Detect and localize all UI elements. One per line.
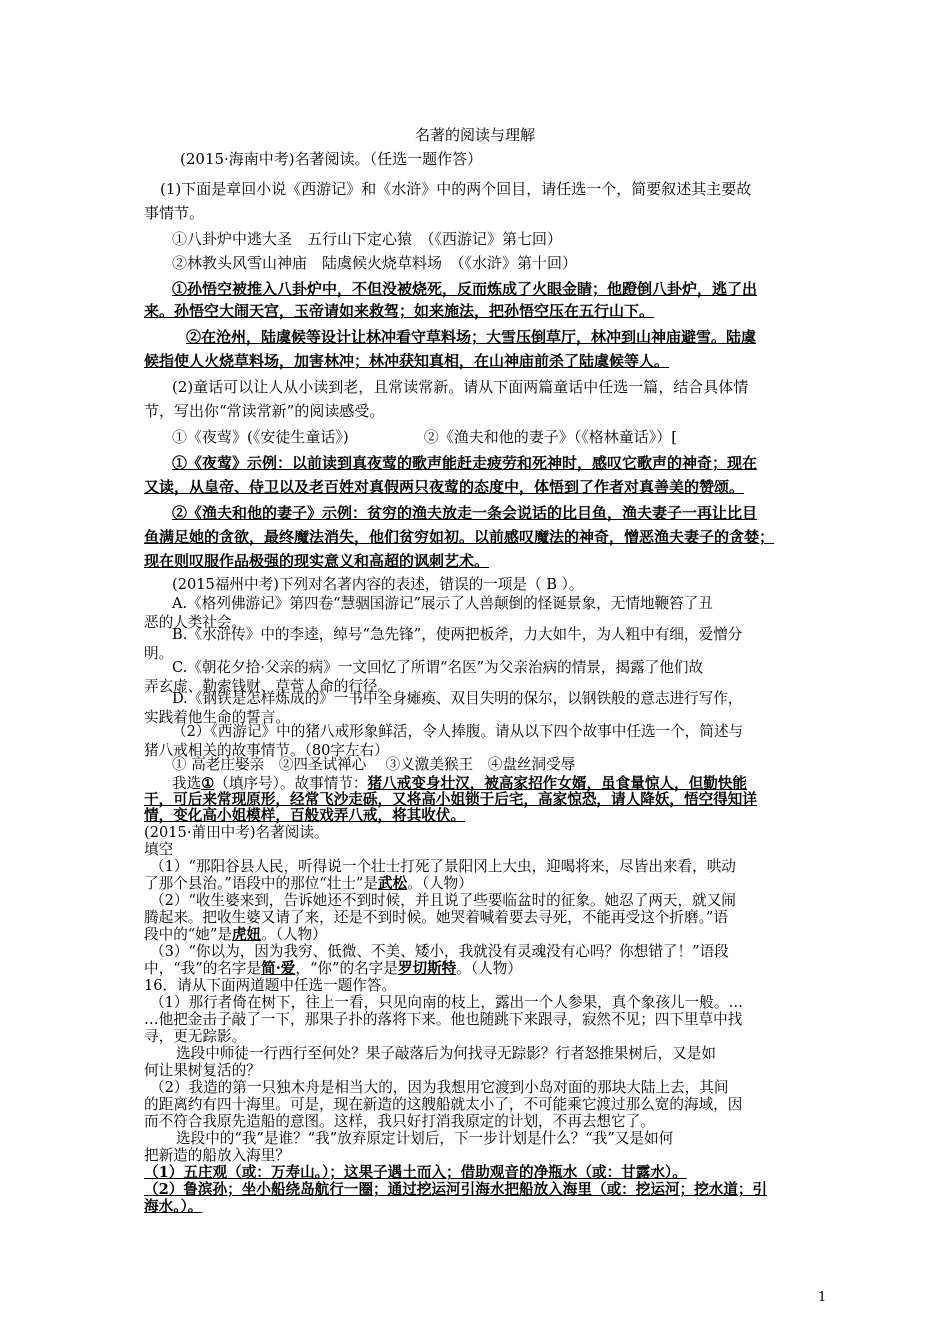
- putian-header: (2015·莆田中考)名著阅读。: [144, 824, 329, 841]
- hainan-q2-intro: (2)童话可以让人从小读到老，且常读常新。请从下面两篇童话中任选一篇，结合具体情: [172, 378, 749, 396]
- q16-passage-1-cont: …他把金击子敲了一下，那果子扑的落将下来。他也随跳下来跟寻，寂然不见；四下里草中找: [144, 1011, 743, 1028]
- fuzhou-option-d: D.《钢铁是怎样炼成的》一书中全身瘫痪、双目失明的保尔，以钢铁般的意志进行写作，: [172, 690, 743, 707]
- page-title: 名著的阅读与理解: [414, 126, 535, 144]
- story-answer-cont: 干，可后来常现原形，经常飞沙走砾，又将高小姐锁于后宅，高家惊恐，请人降妖，悟空得知详: [144, 791, 757, 808]
- q16-question-1: 选段中师徒一行西行至何处？果子敲落后为何找寻无踪影？行者怒推果树后，又是如: [176, 1045, 716, 1062]
- putian-q1-answer: 武松: [378, 875, 408, 892]
- fuzhou-option-b-cont: 明。: [144, 645, 174, 662]
- putian-q3-mid: ，“你”的名字是: [295, 960, 398, 977]
- hainan-q2-answer-2-cont: 鱼满足她的贪欲，最终魔法消失，他们贫穷如初。以前感叹魔法的神奇，憎恶渔夫妻子的贪婪；: [144, 528, 775, 546]
- choose-value: ①: [201, 775, 215, 792]
- hainan-q1-intro: (1)下面是章回小说《西游记》和《水浒》中的两个回目，请任选一个，简要叙述其主要故: [160, 180, 752, 198]
- hainan-answer-1-cont: 来。孙悟空大闹天宫，玉帝请如来救驾；如来施法，把孙悟空压在五行山下。: [144, 302, 655, 320]
- hainan-option-2: ②林教头风雪山神庙 陆虞候火烧草料场 （《水浒》第十回）: [172, 254, 578, 272]
- fuzhou-option-b: B.《水浒传》中的李逵，绰号“急先锋”，使两把板斧，力大如牛，为人粗中有细，爱憎分: [172, 626, 743, 643]
- fuzhou-q2-options: ① 高老庄娶亲 ②四圣试禅心 ③义激美猴王 ④盘丝洞受辱: [172, 756, 576, 773]
- putian-q2-answer: 虎妞: [231, 926, 262, 943]
- hainan-q2-options: ①《夜莺》(《安徒生童话》) ②《渔夫和他的妻子》（《格林童话》）[: [172, 428, 678, 446]
- fuzhou-option-c: C.《朝花夕拾·父亲的病》一文回忆了所谓“名医”为父亲治病的情景，揭露了他们故: [172, 659, 704, 676]
- q16-passage-2-end: 而不符合我原先造船的意图。这样，我只好打消我原定的计划，不再去想它了。: [144, 1113, 655, 1130]
- q16-answer-2-cont: 海水。）。: [144, 1198, 203, 1215]
- q16-answer-2: （2）鲁滨孙；坐小船绕岛航行一圈；通过挖运河引海水把船放入海里（或：挖运河；挖水道；引: [144, 1181, 768, 1198]
- putian-q2-pre: 段中的“她”是: [144, 926, 232, 943]
- hainan-answer-2-cont: 候指使人火烧草料场，加害林冲；林冲获知真相，在山神庙前杀了陆虞候等人。: [144, 352, 670, 370]
- q16-question-1-cont: 何让果树复活的？: [144, 1062, 261, 1079]
- hainan-q2-intro-cont: 节，写出你“常读常新”的阅读感受。: [144, 402, 385, 420]
- fuzhou-q2-cont: 猪八戒相关的故事情节。（80字左右）: [144, 742, 389, 759]
- putian-q3-answer-a: 简·爱: [261, 960, 296, 977]
- hainan-answer-2: ②在沧州，陆虞候等设计让林冲看守草料场；大雪压倒草厅，林冲到山神庙避雪。陆虞: [186, 328, 757, 346]
- fuzhou-option-c-cont: 弄玄虚、勒索钱财、草菅人命的行径。: [144, 678, 393, 695]
- story-answer-end: 情，变化高小姐模样，百般戏弄八戒，将其收伏。: [144, 807, 466, 824]
- putian-q3: （3）“你以为，因为我穷、低微、不美、矮小，我就没有灵魂没有心吗？你想错了！”语段: [150, 943, 729, 960]
- choose-mid: （填序号）。故事情节：: [214, 775, 368, 792]
- hainan-header: (2015·海南中考)名著阅读。（任选一题作答）: [180, 150, 483, 168]
- putian-q3-pre: 中，“我”的名字是: [144, 960, 262, 977]
- putian-q2: （2）“收生婆来到，告诉她还不到时候，并且说了些要临盆时的征象。她忍了两天，就又闹: [150, 892, 736, 909]
- putian-q3-answer-b: 罗切斯特: [397, 960, 457, 977]
- putian-q1: （1）“那阳谷县人民，听得说一个壮士打死了景阳冈上大虫，迎喝将来，尽皆出来看，哄动: [150, 858, 736, 875]
- page-number: 1: [818, 1290, 827, 1305]
- hainan-q1-intro-cont: 事情节。: [144, 204, 205, 222]
- putian-q1-post: 。（人物）: [407, 875, 473, 892]
- hainan-q2-answer-1-cont: 又读，从皇帝、侍卫以及老百姓对真假两只夜莺的态度中，体悟到了作者对真善美的赞颂。: [144, 478, 745, 496]
- putian-q1-pre: 了那个县治。”语段中的那位“壮士”是: [144, 875, 378, 892]
- putian-q2-cont: 腾起来。把收生婆又请了来，还是不到时候。她哭着喊着要去寻死，不能再受这个折磨。”语: [144, 909, 728, 926]
- q16-question-2: 选段中的“我”是谁？“我”放弃原定计划后，下一步计划是什么？“我”又是如何: [176, 1130, 674, 1147]
- q16-passage-2-cont: 的距离约有四十海里。可是，现在新造的这艘船就太小了，不可能乘它渡过那么宽的海域，因: [144, 1096, 743, 1113]
- fuzhou-option-a: A.《格列佛游记》第四卷“慧骃国游记”展示了人兽颠倒的怪诞景象，无情地鞭笞了丑: [172, 595, 713, 612]
- fuzhou-option-d-cont: 实践着他生命的誓言。: [144, 709, 290, 726]
- putian-q2-post: 。（人物）: [261, 926, 327, 943]
- putian-q3-post: 。（人物）: [456, 960, 522, 977]
- q16-passage-2: （2）我造的第一只独木舟是相当大的，因为我想用它渡到小岛对面的那块大陆上去，其间: [150, 1079, 729, 1096]
- hainan-q2-answer-2-end: 现在则叹服作品极强的现实意义和高超的讽刺艺术。: [144, 552, 490, 570]
- q16-passage-1: （1）那行者倚在树下，往上一看，只见向南的枝上，露出一个人参果，真个象孩儿一般。…: [150, 994, 744, 1011]
- fuzhou-header: (2015福州中考)下列对名著内容的表述，错误的一项是（ B ）。: [172, 576, 584, 593]
- fuzhou-q2: （2）《西游记》中的猪八戒形象鲜活，令人捧腹。请从以下四个故事中任选一个，简述与: [172, 723, 744, 740]
- hainan-answer-1: ①孙悟空被推入八卦炉中，不但没被烧死，反而炼成了火眼金睛；他蹬倒八卦炉，逃了出: [172, 280, 758, 298]
- putian-fill-label: 填空: [144, 841, 174, 858]
- hainan-option-1: ①八卦炉中逃大圣 五行山下定心猿 （《西游记》第七回）: [172, 230, 563, 248]
- q16-question-2-cont: 把新造的船放入海里？: [144, 1147, 290, 1164]
- fuzhou-option-a-cont: 恶的人类社会。: [144, 614, 247, 631]
- hainan-q2-answer-2: ②《渔夫和他的妻子》示例：贫穷的渔夫放走一条会说话的比目鱼，渔夫妻子一再让比目: [172, 504, 758, 522]
- choose-prefix: 我选: [172, 775, 202, 792]
- q16-answer-1: （1）五庄观（或：万寿山。）；这果子遇土而入；借助观音的净瓶水（或：甘露水）。: [144, 1164, 687, 1181]
- story-answer: 猪八戒变身壮汉，被高家招作女婿，虽食量惊人，但勤快能: [367, 775, 747, 792]
- hainan-q2-answer-1: ①《夜莺》示例：以前读到真夜莺的歌声能赶走疲劳和死神时，感叹它歌声的神奇；现在: [172, 454, 758, 472]
- q16-header: 16．请从下面两道题中任选一题作答。: [144, 977, 397, 994]
- q16-passage-1-end: 寻，更无踪影。: [144, 1028, 247, 1045]
